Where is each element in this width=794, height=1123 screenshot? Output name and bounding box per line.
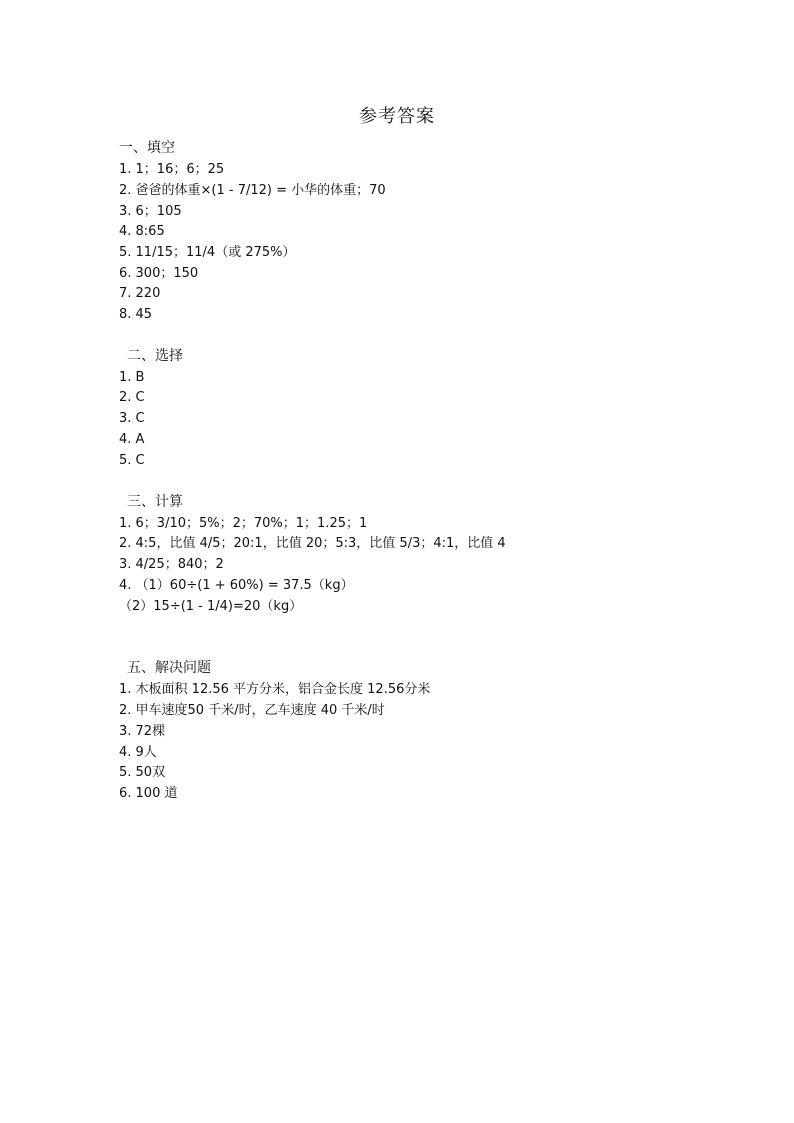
answer-item: 2. C [119, 390, 145, 405]
answer-item: 3. 4/25；840；2 [119, 557, 224, 572]
answer-item: （2）15÷(1 - 1/4)=20（kg） [119, 599, 303, 614]
section-heading-fill-in: 一、填空 [119, 140, 175, 156]
answer-item: 4. A [119, 432, 145, 447]
answer-item: 5. 11/15；11/4（或 275%） [119, 245, 296, 260]
answer-item: 2. 甲车速度50 千米/时，乙车速度 40 千米/时 [119, 703, 385, 718]
answer-item: 1. 6；3/10；5%；2；70%；1；1.25；1 [119, 516, 368, 531]
answer-item: 6. 100 道 [119, 786, 178, 801]
answer-item: 4. （1）60÷(1 + 60%) = 37.5（kg） [119, 578, 354, 593]
answer-item: 8. 45 [119, 307, 153, 322]
answer-item: 3. C [119, 411, 145, 426]
page-title: 参考答案 [359, 106, 435, 127]
section-heading-calculation: 三、计算 [127, 494, 183, 510]
answer-item: 6. 300；150 [119, 266, 199, 281]
answer-item: 3. 72棵 [119, 724, 166, 739]
answer-item: 2. 爸爸的体重×(1 - 7/12) = 小华的体重；70 [119, 183, 386, 198]
section-heading-choice: 二、选择 [127, 348, 183, 364]
answer-item: 5. 50双 [119, 765, 166, 780]
answer-item: 7. 220 [119, 286, 161, 301]
answer-item: 1. B [119, 370, 145, 385]
section-heading-problem-solving: 五、解决问题 [127, 660, 211, 676]
answer-item: 5. C [119, 453, 145, 468]
answer-item: 2. 4:5，比值 4/5；20:1，比值 20；5:3，比值 5/3；4:1，比值 4 [119, 536, 506, 551]
answer-item: 1. 木板面积 12.56 平方分米，铝合金长度 12.56分米 [119, 682, 431, 697]
answer-item: 4. 9人 [119, 745, 157, 760]
answer-item: 4. 8:65 [119, 224, 165, 239]
answer-item: 3. 6；105 [119, 204, 182, 219]
answer-item: 1. 1；16；6；25 [119, 162, 225, 177]
